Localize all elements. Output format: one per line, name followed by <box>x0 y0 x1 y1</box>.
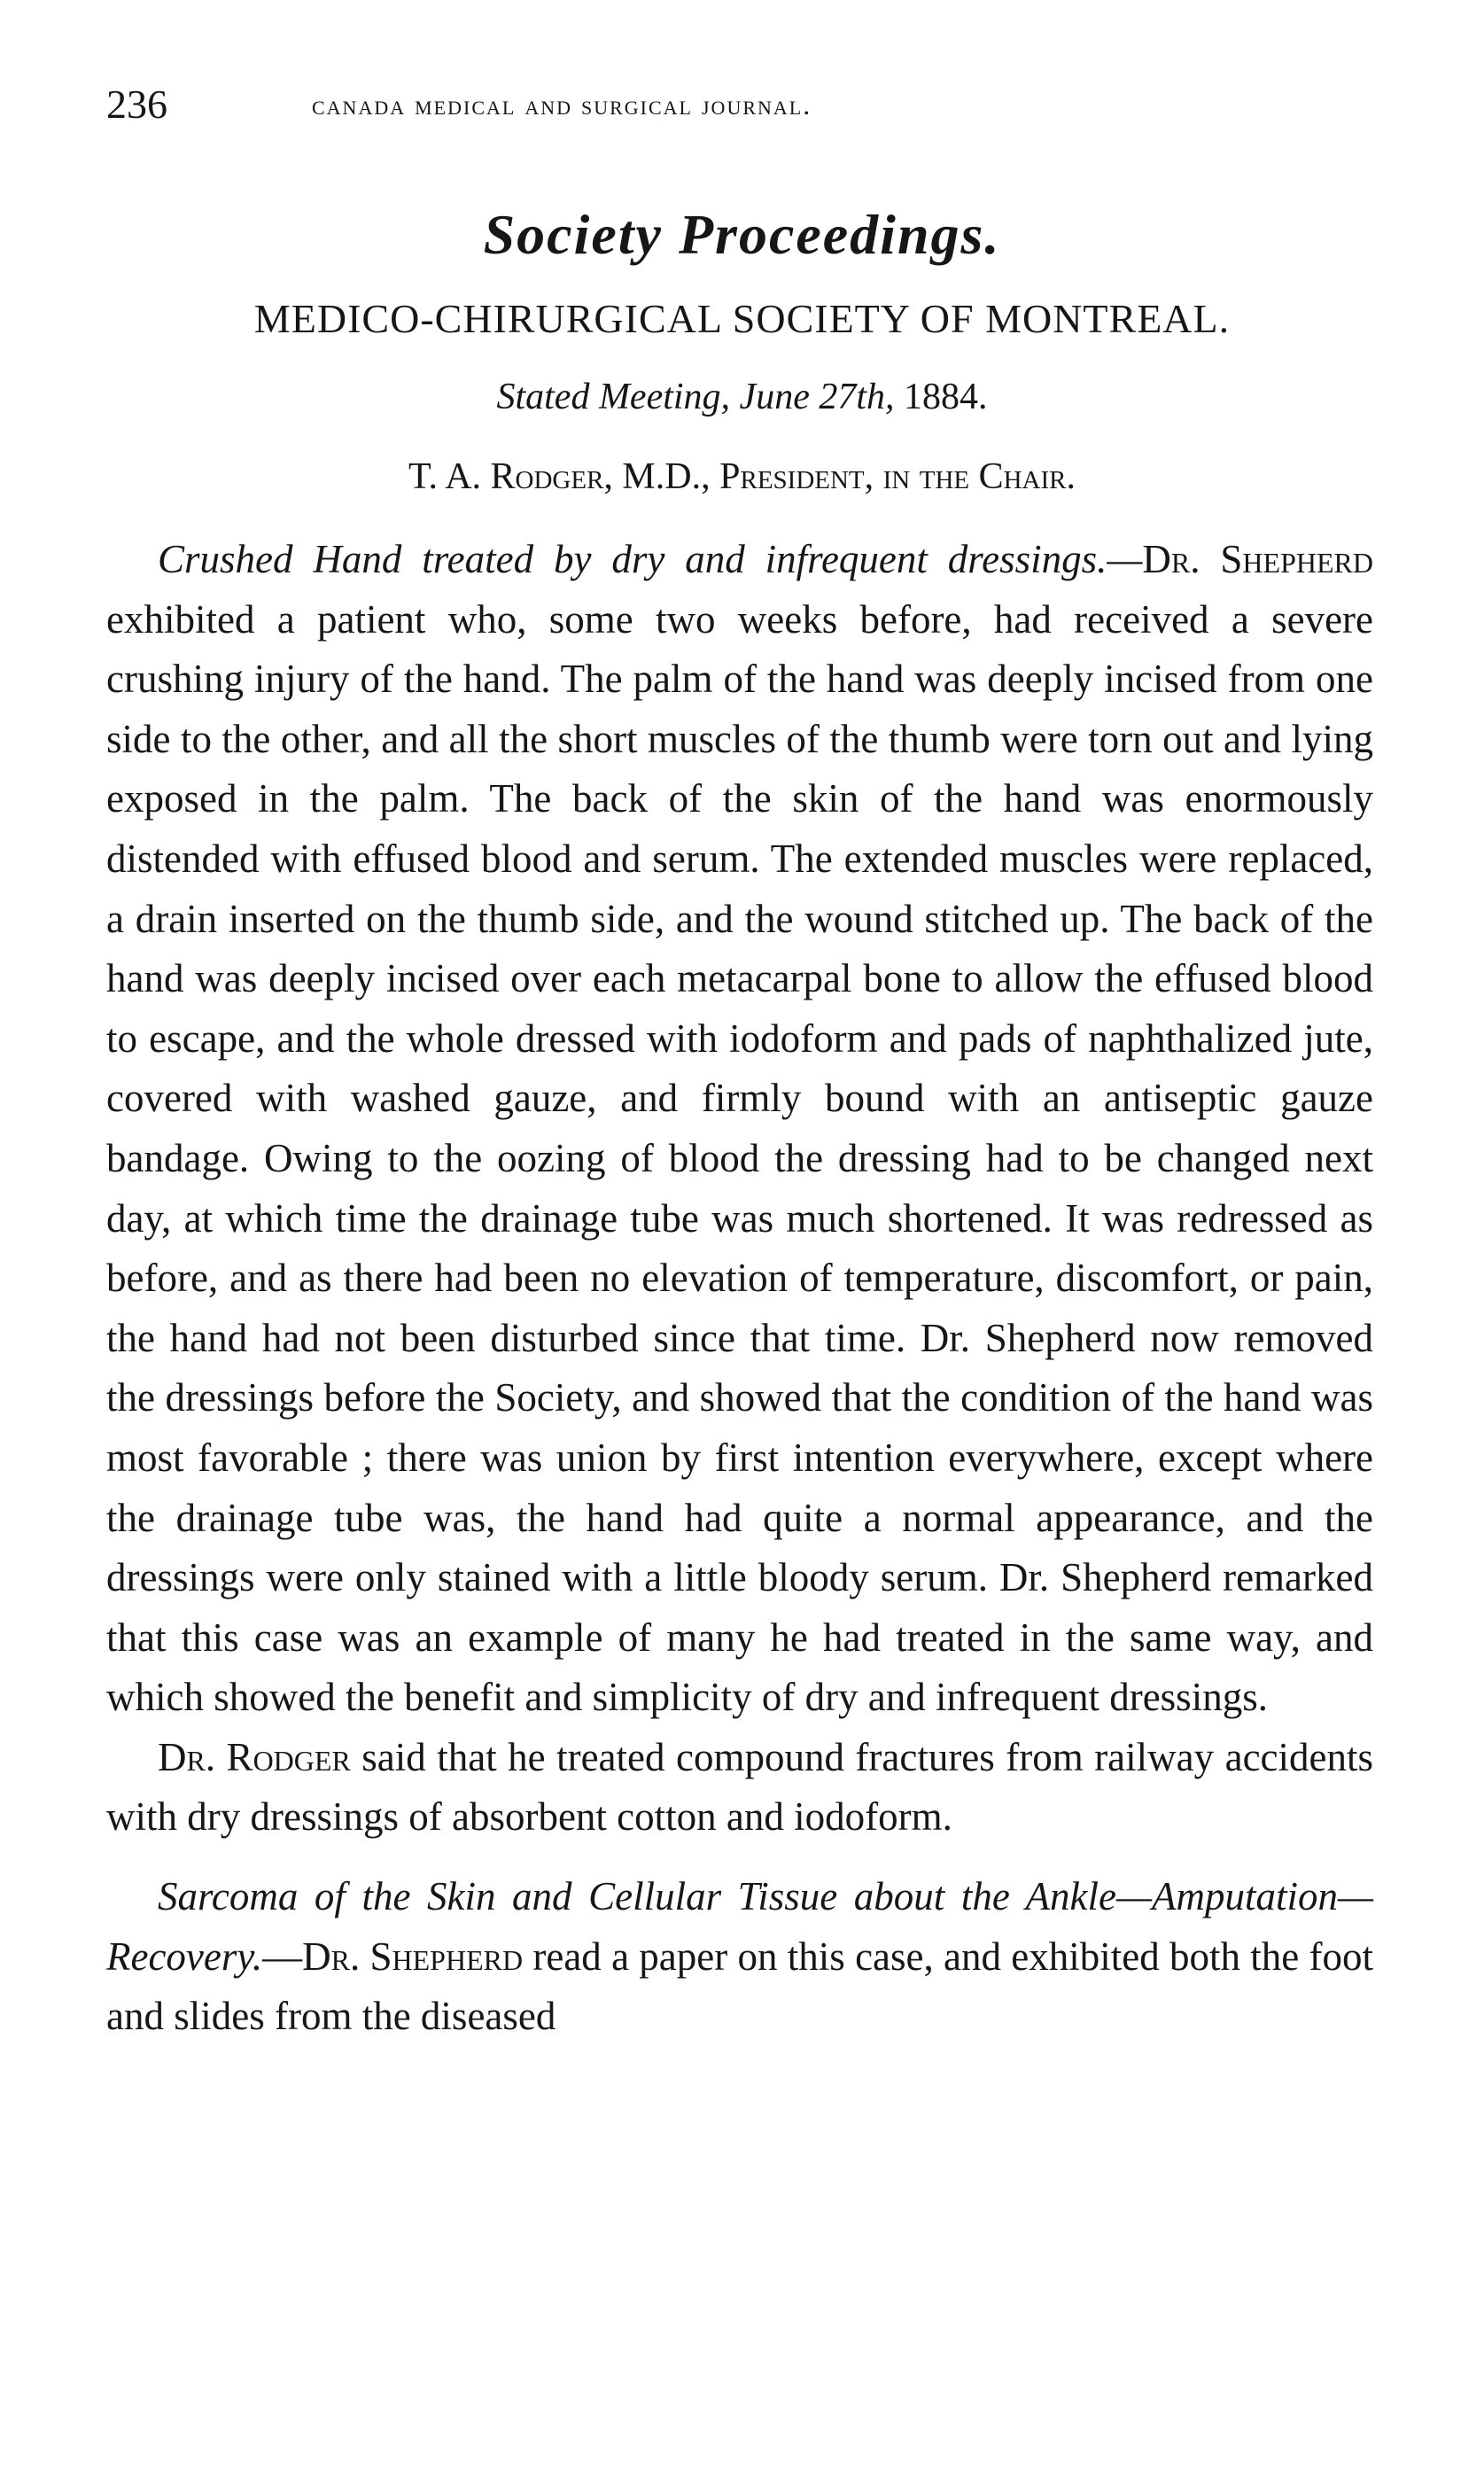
speaker-name: Dr. Shepherd <box>302 1934 524 1979</box>
chair-line: T. A. Rodger, M.D., President, in the Chair. <box>408 456 1076 497</box>
paragraph-text: said that he treated compound fractures from railway accidents with dry dressings of absorbent cotton and iodoform. <box>106 1734 1374 1840</box>
paragraph-text: exhibited a patient who, some two weeks before, had received a severe crushing injury of the hand. The palm of the hand was deeply incised from one side to the other, and all the short muscles of the thumb were torn out and lying exposed in the palm. The back of the skin of the hand was enormously distended with effused blood and serum. The extended muscles were replaced, a drain inserted on the thumb side, and the wound stitched up. The back of the hand was deeply incised over each metacarpal bone to allow the effused blood to escape, and the whole dressed with iodoform and pads of naphthalized jute, covered with washed gauze, and firmly bound with an antiseptic gauze bandage. Owing to the oozing of blood the dressing had to be changed next day, at which time the drainage tube was much shortened. It was redressed as before, and as there had been no elevation of temperature, discomfort, or pain, the hand had not been disturbed since that time. Dr. Shepherd now removed the dressings before the Society, and showed that the condition of the hand was most favorable ; there was union by first intention everywhere, except where the drainage tube was, the hand had quite a normal appearance, and the dressings were only stained with a little bloody serum. Dr. Shepherd remarked that this case was an example of many he had treated in the same way, and which showed the benefit and simplicity of dry and infrequent dressings. <box>106 596 1373 1720</box>
page-number: 236 <box>106 82 167 127</box>
section-heading: Society Proceedings. <box>483 203 1001 266</box>
meeting-year: 1884. <box>904 377 988 417</box>
paragraph-rodger-remark <box>106 1728 1373 1848</box>
society-name: MEDICO-CHIRURGICAL SOCIETY OF MONTREAL. <box>253 296 1231 341</box>
speaker-name: Dr. Rodger <box>158 1734 351 1779</box>
paragraph-crushed-hand <box>106 530 1373 1728</box>
meeting-line <box>0 369 1484 425</box>
running-head <box>106 78 1373 131</box>
speaker-name: Dr. Shepherd <box>1142 537 1373 581</box>
journal-title: canada medical and surgical journal. <box>312 89 812 121</box>
paragraph-sarcoma <box>106 1867 1373 2047</box>
article-body <box>106 530 1373 2047</box>
paragraph-text: read a paper on this case, and exhibited both the foot and slides from the diseased <box>106 1934 1373 2039</box>
article-title-crushed-hand: Crushed Hand treated by dry and infrequent dressings.— <box>158 537 1143 581</box>
article-title-sarcoma: Sarcoma of the Skin and Cellular Tissue about the Ankle—Amputation—Recovery. <box>106 1874 1373 1979</box>
title-dash: — <box>262 1934 303 1979</box>
meeting-label: Stated Meeting, June 27th, <box>496 377 895 417</box>
